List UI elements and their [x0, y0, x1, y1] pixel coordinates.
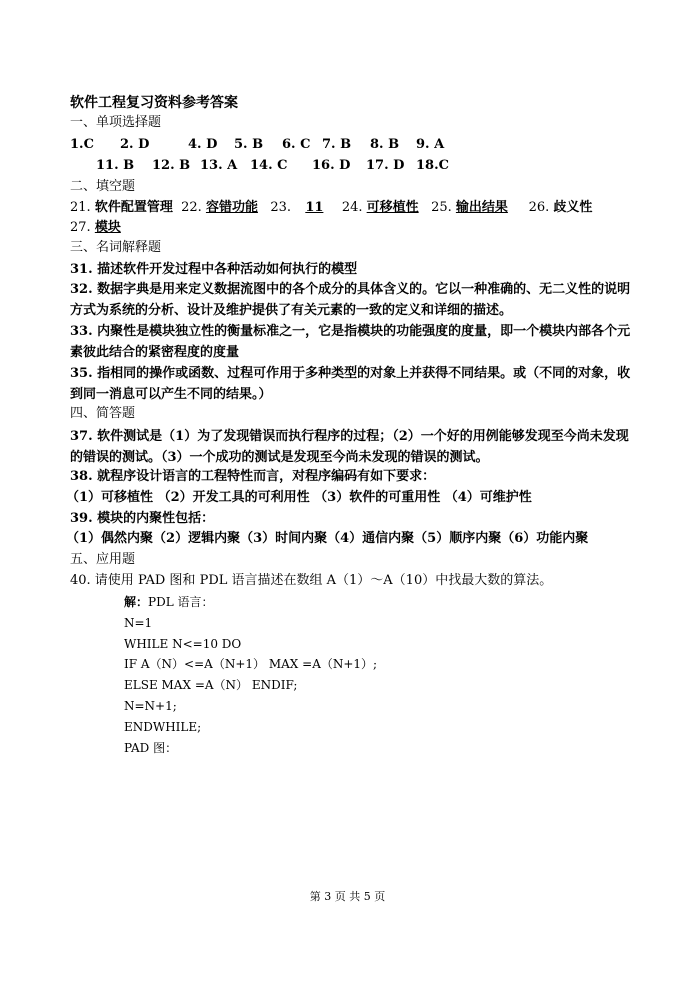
choice-answer: 11. B	[96, 158, 135, 173]
short-answer-38-items: （1）可移植性 （2）开发工具的可利用性 （3）软件的可重用性 （4）可维护性	[66, 490, 532, 505]
term-answer-32: 32. 数据字典是用来定义数据流图中的各个成分的具体含义的。它以一种准确的、无二义性的说明方式为系统的分析、设计及维护提供了有关元素的一致的定义和详细的描述。	[70, 282, 631, 318]
question-number: 26.	[528, 200, 550, 215]
code-line: N=N+1;	[124, 699, 177, 713]
code-line: WHILE N<=10 DO	[124, 637, 242, 651]
choice-answer: 5. B	[234, 137, 264, 152]
section-heading-fill: 二、填空题	[70, 179, 136, 194]
term-answer-31: 31. 描述软件开发过程中各种活动如何执行的模型	[70, 262, 358, 277]
application-question-40: 40. 请使用 PAD 图和 PDL 语言描述在数组 A（1）～A（10）中找最大数的算法。	[70, 573, 553, 588]
choice-answer: 9. A	[416, 137, 445, 152]
term-answer-35: 35. 指相同的操作或函数、过程可作用于多种类型的对象上并获得不同结果。或（不同的对象，收到同一消息可以产生不同的结果。）	[70, 366, 631, 402]
choice-answers-row-1	[70, 136, 637, 154]
document-title: 软件工程复习资料参考答案	[70, 95, 238, 111]
code-line: ELSE MAX =A（N） ENDIF;	[124, 678, 298, 692]
solution-line	[124, 594, 214, 610]
section-heading-short: 四、简答题	[70, 406, 136, 421]
fill-answer: 11	[305, 200, 324, 215]
question-number: 23.	[270, 200, 292, 215]
choice-answer: 16. D	[312, 158, 351, 173]
fill-answer: 歧义性	[553, 200, 593, 215]
question-number: 25.	[431, 200, 452, 215]
fill-answer: 输出结果	[455, 200, 508, 215]
fill-answer: 模块	[94, 220, 121, 235]
question-number: 21.	[70, 200, 91, 215]
page-footer: 第 3 页 共 5 页	[309, 890, 386, 903]
choice-answer: 4. D	[188, 137, 218, 152]
choice-answer: 17. D	[366, 158, 405, 173]
code-line: ENDWHILE;	[124, 720, 202, 734]
choice-answer: 18.C	[416, 158, 449, 173]
solution-pdl-label: PDL 语言：	[148, 595, 214, 609]
term-answer-33: 33. 内聚性是模块独立性的衡量标准之一，它是指模块的功能强度的度量，即一个模块内部各个元素彼此结合的紧密程度的度量	[70, 324, 631, 360]
fill-answer: 软件配置管理	[94, 200, 173, 215]
code-line: PAD 图：	[124, 741, 178, 755]
section-heading-choice: 一、单项选择题	[70, 115, 162, 130]
code-line: IF A（N）<=A（N+1） MAX =A（N+1）;	[124, 657, 378, 671]
section-heading-terms: 三、名词解释题	[70, 240, 162, 255]
choice-answer: 14. C	[250, 158, 288, 173]
fill-answers-row-1	[70, 199, 637, 217]
short-answer-37: 37. 软件测试是（1）为了发现错误而执行程序的过程；（2）一个好的用例能够发现至今尚未发现的错误的测试。（3）一个成功的测试是发现至今尚未发现的错误的测试。	[70, 429, 629, 465]
code-line: N=1	[124, 616, 153, 630]
question-number: 22.	[181, 200, 202, 215]
fill-answer: 容错功能	[205, 200, 258, 215]
choice-answer: 8. B	[370, 137, 400, 152]
short-answer-39: 39. 模块的内聚性包括：	[70, 511, 215, 526]
fill-answers-row-2	[70, 219, 637, 237]
short-answer-38: 38. 就程序设计语言的工程特性而言，对程序编码有如下要求：	[70, 469, 436, 484]
choice-answer: 6. C	[282, 137, 311, 152]
choice-answer: 1.C	[70, 137, 94, 152]
solution-label: 解：	[124, 595, 149, 609]
choice-answer: 12. B	[152, 158, 191, 173]
section-heading-application: 五、应用题	[70, 552, 136, 567]
question-number: 27.	[70, 220, 91, 235]
choice-answer: 7. B	[322, 137, 352, 152]
question-number: 24.	[341, 200, 363, 215]
choice-answer: 13. A	[200, 158, 238, 173]
choice-answers-row-2	[96, 157, 637, 175]
choice-answer: 2. D	[120, 137, 150, 152]
short-answer-39-items: （1）偶然内聚（2）逻辑内聚（3）时间内聚（4）通信内聚（5）顺序内聚（6）功能内聚	[66, 531, 589, 546]
fill-answer: 可移植性	[366, 200, 419, 215]
